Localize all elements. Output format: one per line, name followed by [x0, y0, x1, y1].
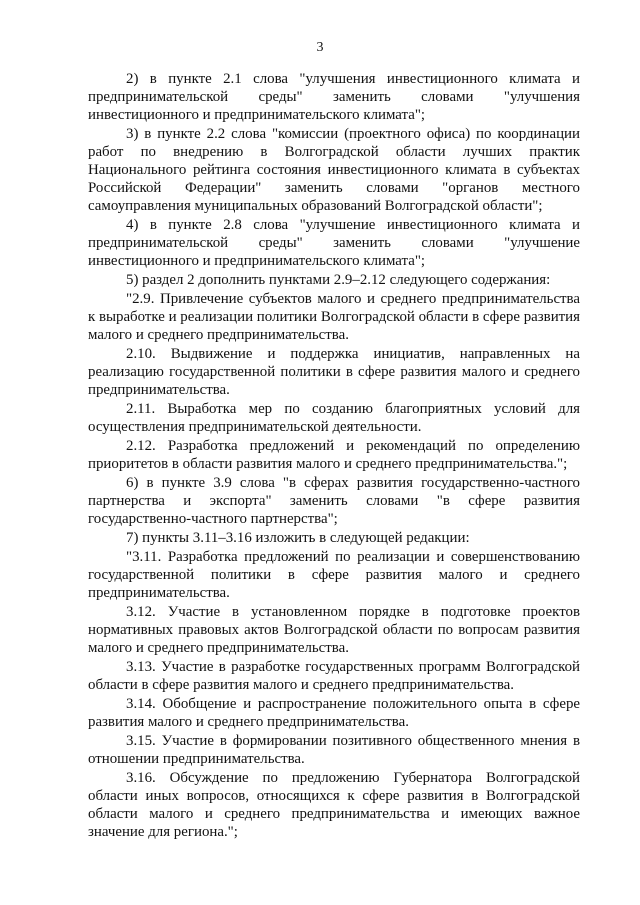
paragraph-item-3: 3) в пункте 2.2 слова "комиссии (проектного офиса) по координации работ по внедрению в Волгоградской области лучших практик Национального рейтинга состояния инвестиционного климата в субъектах Российской Федерации" заменить словами "органов местного самоуправления муниципальных образований Волгоградской области";	[88, 126, 580, 214]
paragraph-item-2: 2) в пункте 2.1 слова "улучшения инвестиционного климата и предпринимательской среды" заменить словами "улучшения инвестиционного и предпринимательского климата";	[88, 71, 580, 123]
paragraph-clause-3-11: "3.11. Разработка предложений по реализации и совершенствованию государственной политики в сфере развития малого и среднего предпринимательства.	[88, 549, 580, 601]
paragraph-clause-2-11: 2.11. Выработка мер по созданию благоприятных условий для осуществления предпринимательской деятельности.	[88, 401, 580, 435]
paragraph-clause-3-13: 3.13. Участие в разработке государственных программ Волгоградской области в сфере развития малого и среднего предпринимательства.	[88, 659, 580, 693]
page-number: 3	[316, 40, 324, 55]
paragraph-clause-2-10: 2.10. Выдвижение и поддержка инициатив, направленных на реализацию государственной политики в сфере развития малого и среднего предпринимательства.	[88, 346, 580, 398]
paragraph-item-4: 4) в пункте 2.8 слова "улучшение инвестиционного климата и предпринимательской среды" заменить словами "улучшение инвестиционного и предпринимательского климата";	[88, 217, 580, 269]
paragraph-item-7: 7) пункты 3.11–3.16 изложить в следующей редакции:	[126, 530, 470, 546]
paragraph-clause-2-12: 2.12. Разработка предложений и рекомендаций по определению приоритетов в области развития малого и среднего предпринимательства.";	[88, 438, 580, 472]
paragraph-item-5: 5) раздел 2 дополнить пунктами 2.9–2.12 следующего содержания:	[126, 272, 551, 288]
paragraph-clause-2-9: "2.9. Привлечение субъектов малого и среднего предпринимательства к выработке и реализации политики Волгоградской области в сфере развития малого и среднего предпринимательства.	[88, 291, 580, 343]
paragraph-clause-3-16: 3.16. Обсуждение по предложению Губернатора Волгоградской области иных вопросов, относящихся к сфере развития в Волгоградской области малого и среднего предпринимательства и имеющих важное значение для региона.";	[88, 770, 580, 840]
document-body	[88, 70, 580, 842]
paragraph-clause-3-15: 3.15. Участие в формировании позитивного общественного мнения в отношении предпринимательства.	[88, 733, 580, 767]
paragraph-clause-3-14: 3.14. Обобщение и распространение положительного опыта в сфере развития малого и среднего предпринимательства.	[88, 696, 580, 730]
paragraph-item-6: 6) в пункте 3.9 слова "в сферах развития государственно-частного партнерства и экспорта" заменить словами "в сфере развития государственно-частного партнерства";	[88, 475, 580, 527]
paragraph-clause-3-12: 3.12. Участие в установленном порядке в подготовке проектов нормативных правовых актов Волгоградской области по вопросам развития малого и среднего предпринимательства.	[88, 604, 580, 656]
